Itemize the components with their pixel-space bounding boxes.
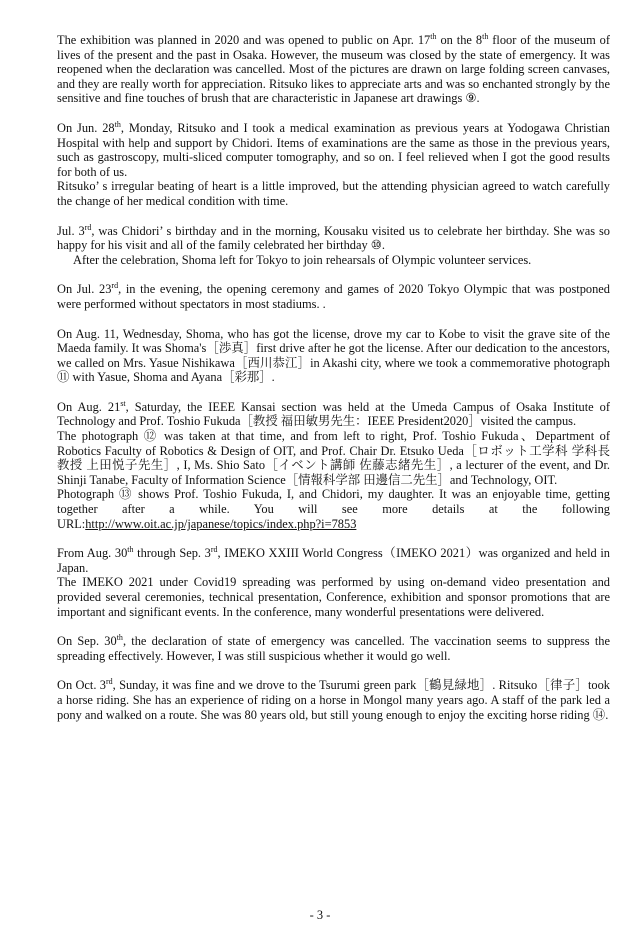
paragraph	[57, 678, 610, 722]
text-segment: On Oct. 3	[57, 678, 106, 693]
text-segment: Jul. 3	[57, 223, 85, 238]
text-segment: The photograph ⑫ was taken at that time, and from left to right, Prof. Toshio Fukuda、Department of Robotics Faculty of Robotics & Design of OIT, and Prof. Chair Dr. Etsuko Ueda［ロボット工学科 学科長 教授 上田悦子先生］, I, Ms. Shio Sato［イベント講師 佐藤志緒先生］, a lecturer of the event, and Dr. Shinji Tanabe, Faculty of Information Science［情報科学部 田邊信二先生］and Technology, OIT.	[57, 429, 610, 487]
text-segment: The exhibition was planned in 2020 and was opened to public on Apr. 17	[57, 33, 431, 47]
topics-url-link[interactable]: http://www.oit.ac.jp/japanese/topics/index.php?i=7853	[85, 516, 357, 531]
paragraph	[57, 546, 610, 575]
paragraph	[57, 282, 610, 311]
ordinal-suffix: th	[116, 633, 123, 643]
text-segment: , Monday, Ritsuko and I took a medical examination as previous years at Yodogawa Christian Hospital with help and support by Chidori. Items of examinations are the same as those in the previous years, such as gastroscopy, multi-sliced computer tomography, and so on. I feel relieved when I got the good results for both of us.	[57, 120, 610, 179]
text-segment: , IMEKO XXIII World Congress（IMEKO 2021）was organized and held in Japan.	[57, 546, 610, 575]
text-segment: Ritsuko’ s irregular beating of heart is a little improved, but the attending physician agreed to watch carefully the change of her medical condition with time.	[57, 179, 610, 208]
paragraph	[57, 487, 610, 531]
text-segment: , the declaration of state of emergency was cancelled. The vaccination seems to suppress the spreading effectively. However, I was still suspicious whether it would go well.	[57, 634, 610, 663]
paragraph	[57, 429, 610, 487]
paragraph	[57, 634, 610, 663]
text-segment: , in the evening, the opening ceremony and games of 2020 Tokyo Olympic that was postponed were performed without spectators in most stadiums. .	[57, 282, 610, 311]
text-segment: Photograph ⑬ shows Prof. Toshio Fukuda, I, and Chidori, my daughter. It was an enjoyable time, getting together after a while. You will see more details at the following URL:	[57, 487, 610, 531]
text-segment: , was Chidori’ s birthday and in the morning, Kousaku visited us to celebrate her birthday. She was so happy for his visit and all of the family celebrated her birthday ⑩.	[57, 223, 610, 253]
ordinal-suffix: rd	[84, 222, 92, 232]
page-number: - 3 -	[309, 908, 331, 922]
paragraph	[57, 400, 610, 429]
document-body	[57, 33, 610, 737]
ordinal-suffix: th	[127, 545, 134, 555]
ordinal-suffix: th	[430, 31, 437, 41]
text-segment: floor of the museum of lives of the present and the past in Osaka. However, the museum was closed by the state of emergency. It was reopened when the declaration was cancelled. Most of the pictures are drawn on large folding screen canvases, and they are really worth for appreciation. Ritsuko likes to appreciate arts and was so enchanted strongly by the sensitive and fine touches of brush that are characteristic in Japanese art drawings ⑨.	[57, 33, 610, 106]
text-segment: on the 8	[436, 33, 483, 47]
paragraph	[57, 327, 610, 385]
text-segment: The IMEKO 2021 under Covid19 spreading was performed by using on-demand video presentation and provided several ceremonies, technical presentation, Conference, exhibition and sponsor promotions that are important and significant events. In the conference, many wonderful presentations were delivered.	[57, 575, 610, 619]
ordinal-suffix: rd	[105, 677, 113, 687]
paragraph	[57, 253, 610, 268]
text-segment: On Sep. 30	[57, 634, 117, 649]
text-segment: On Aug. 11, Wednesday, Shoma, who has got the license, drove my car to Kobe to visit the grave site of the Maeda family. It was Shoma's［渉真］first drive after he got the license. After our dedication to the ancestors, we called on Mrs. Yasue Nishikawa［西川恭江］in Akashi city, where we took a commemorative photograph ⑪ with Yasue, Shoma and Ayana［彩那］.	[57, 326, 610, 385]
ordinal-suffix: rd	[210, 545, 218, 555]
ordinal-suffix: st	[120, 398, 126, 408]
text-segment: through Sep. 3	[133, 546, 211, 561]
text-segment: On Jul. 23	[57, 282, 112, 297]
text-segment: , Saturday, the IEEE Kansai section was held at the Umeda Campus of Osaka Institute of Technology and Prof. Toshio Fukuda［教授 福田敏男先生：IEEE President2020］visited the campus.	[57, 399, 610, 429]
text-segment: , Sunday, it was fine and we drove to the Tsurumi green park［鶴見緑地］. Ritsuko［律子］took a horse riding. She has an experience of riding on a horse in Mongol many years ago. A staff of the park led a pony and walked on a route. She was 80 years old, but still young enough to enjoy the exciting horse riding ⑭.	[57, 678, 610, 722]
text-segment: After the celebration, Shoma left for Tokyo to join rehearsals of Olympic volunteer services.	[73, 252, 532, 267]
text-segment: From Aug. 30	[57, 546, 128, 561]
paragraph	[57, 224, 610, 253]
paragraph	[57, 33, 610, 106]
text-segment: On Aug. 21	[57, 399, 121, 414]
paragraph	[57, 121, 610, 179]
ordinal-suffix: th	[114, 119, 121, 129]
ordinal-suffix: th	[482, 31, 489, 41]
paragraph	[57, 575, 610, 619]
paragraph	[57, 179, 610, 208]
ordinal-suffix: rd	[111, 281, 119, 291]
text-segment: On Jun. 28	[57, 120, 115, 135]
